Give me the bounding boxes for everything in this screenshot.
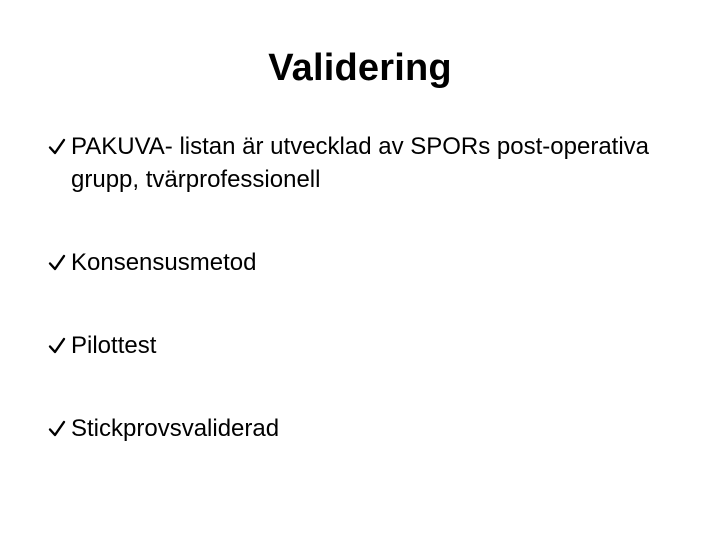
bullet-list [46, 130, 676, 445]
checkmark-icon [46, 246, 68, 279]
slide-title: Validering [268, 47, 452, 89]
bullet-item [46, 246, 676, 279]
bullet-text: Stickprovsvaliderad [71, 415, 280, 442]
checkmark-icon [46, 412, 68, 445]
bullet-text: Konsensusmetod [71, 249, 257, 276]
bullet-item [46, 412, 676, 445]
checkmark-icon [46, 130, 68, 163]
checkmark-icon [46, 329, 68, 362]
bullet-text: Pilottest [71, 332, 157, 359]
bullet-text: PAKUVA- listan är utvecklad av SPORs post-operativa grupp, tvärprofessionell [71, 133, 650, 193]
bullet-item [46, 130, 676, 196]
bullet-item [46, 329, 676, 362]
